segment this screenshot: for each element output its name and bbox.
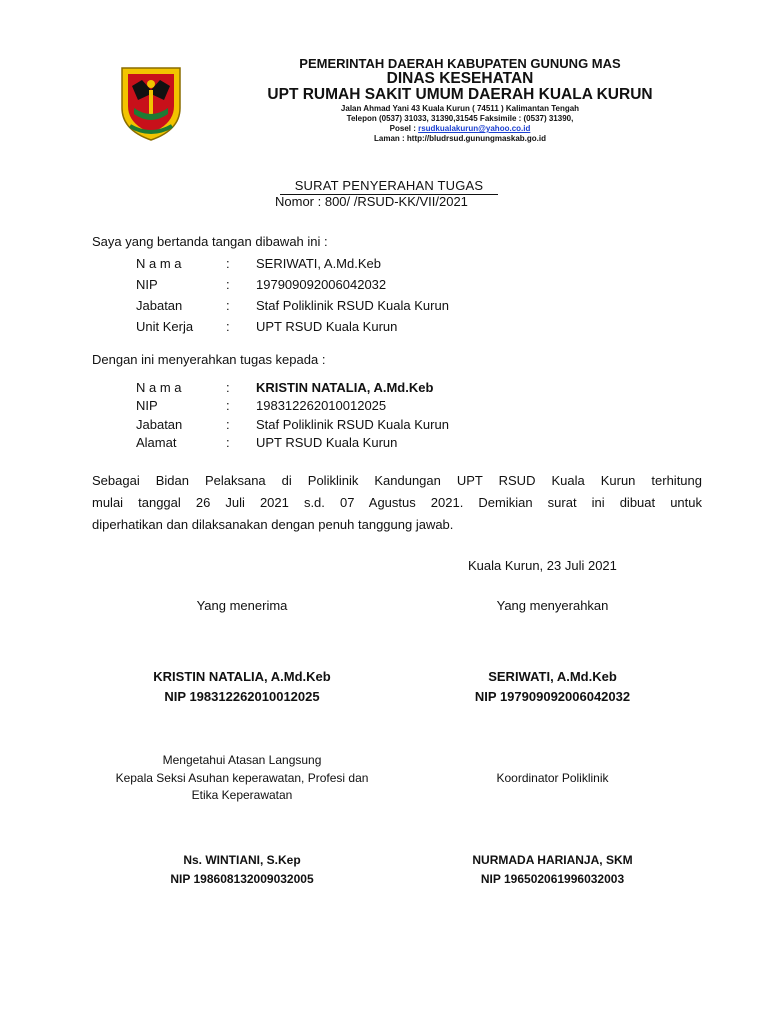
agency-heading: DINAS KESEHATAN (386, 70, 534, 87)
receiver-nip: 198312262010012025 (256, 398, 387, 413)
giver-nip: 197909092006042032 (256, 277, 387, 292)
handover-intro: Dengan ini menyerahkan tugas kepada : (92, 352, 326, 367)
phone-line: Telepon (0537) 31033, 31390,31545 Faksimile : (0537) 31390, (346, 114, 574, 123)
address-line: Jalan Ahmad Yani 43 Kuala Kurun ( 74511 ) Kalimantan Tengah (340, 104, 580, 113)
place-date: Kuala Kurun, 23 Juli 2021 (468, 558, 617, 573)
colon: : (226, 277, 230, 292)
supervisor-title-line-2: Etika Keperawatan (191, 788, 293, 802)
email-label: Posel : (389, 124, 419, 133)
colon: : (226, 435, 230, 450)
supervisor-title-line-1: Kepala Seksi Asuhan keperawatan, Profesi dan (115, 771, 369, 785)
receiver-role: Yang menerima (196, 598, 288, 613)
giver-role: Yang menyerahkan (496, 598, 609, 613)
giver-unit-label: Unit Kerja (136, 319, 194, 334)
intro-text: Saya yang bertanda tangan dibawah ini : (92, 234, 328, 249)
supervisor-name: Ns. WINTIANI, S.Kep (183, 853, 301, 867)
document-title: SURAT PENYERAHAN TUGAS (280, 178, 498, 195)
coordinator-nip: NIP 196502061996032003 (480, 872, 625, 886)
email-link[interactable]: rsudkualakurun@yahoo.co.id (418, 124, 531, 133)
body-line-3: diperhatikan dan dilaksanakan dengan penuh tanggung jawab. (92, 517, 454, 532)
body-paragraph (92, 470, 702, 536)
giver-signature-name: SERIWATI, A.Md.Keb (488, 669, 617, 684)
giver-signature-nip: NIP 197909092006042032 (474, 689, 631, 704)
receiver-nip-label: NIP (136, 398, 158, 413)
giver-position-label: Jabatan (136, 298, 183, 313)
website-line: Laman : http://bludrsud.gunungmaskab.go.id (374, 134, 546, 143)
colon: : (226, 417, 230, 432)
giver-name: SERIWATI, A.Md.Keb (256, 256, 381, 271)
document-number: Nomor : 800/ /RSUD-KK/VII/2021 (275, 194, 468, 209)
colon: : (226, 298, 230, 313)
giver-position: Staf Poliklinik RSUD Kuala Kurun (256, 298, 449, 313)
body-line-2: mulai tanggal 26 Juli 2021 s.d. 07 Agustus 2021. Demikian surat ini dibuat untuk (92, 495, 702, 510)
supervisor-heading: Mengetahui Atasan Langsung (162, 753, 322, 767)
supervisor-nip: NIP 198608132009032005 (170, 872, 314, 886)
receiver-address-label: Alamat (136, 435, 177, 450)
colon: : (226, 319, 230, 334)
government-heading: PEMERINTAH DAERAH KABUPATEN GUNUNG MAS (299, 56, 621, 71)
receiver-name: KRISTIN NATALIA, A.Md.Keb (256, 380, 434, 395)
hospital-heading: UPT RUMAH SAKIT UMUM DAERAH KUALA KURUN (267, 86, 653, 103)
colon: : (226, 380, 230, 395)
receiver-address: UPT RSUD Kuala Kurun (256, 435, 398, 450)
body-line-1: Sebagai Bidan Pelaksana di Poliklinik Kandungan UPT RSUD Kuala Kurun terhitung (92, 473, 702, 488)
receiver-position-label: Jabatan (136, 417, 183, 432)
giver-nip-label: NIP (136, 277, 158, 292)
colon: : (226, 398, 230, 413)
giver-name-label: N a m a (136, 256, 182, 271)
receiver-name-label: N a m a (136, 380, 182, 395)
email-line (180, 124, 740, 133)
receiver-position: Staf Poliklinik RSUD Kuala Kurun (256, 417, 449, 432)
receiver-signature-name: KRISTIN NATALIA, A.Md.Keb (153, 669, 331, 684)
receiver-signature-nip: NIP 198312262010012025 (164, 689, 320, 704)
regency-crest-icon (118, 64, 184, 142)
giver-unit: UPT RSUD Kuala Kurun (256, 319, 398, 334)
coordinator-name: NURMADA HARIANJA, SKM (472, 853, 633, 867)
colon: : (226, 256, 230, 271)
coordinator-role: Koordinator Poliklinik (496, 771, 609, 785)
